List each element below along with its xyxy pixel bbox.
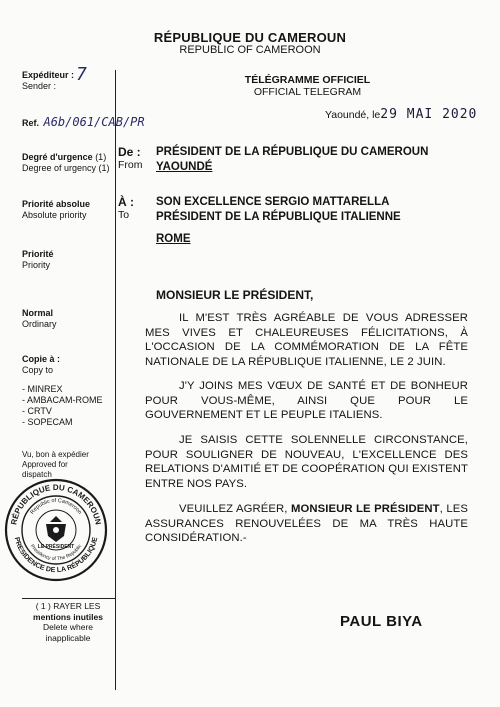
seal-inner-top: Republic of Cameroon [29, 497, 83, 516]
paragraph-3: JE SAISIS CETTE SOLENNELLE CIRCONSTANCE, POUR SOULIGNER DE NOUVEAU, L'EXCELLENCE DES RELATIONS D'AMITIÉ ET DE COOPÉRATION QUI EXISTENT ENTRE NOS PAYS. [145, 434, 468, 490]
copy-item: - SOPECAM [22, 417, 73, 427]
absolute-priority-block: Priorité absolue Absolute priority [22, 199, 91, 220]
priority-block: Priorité Priority [22, 249, 54, 270]
copy-item: - MINREX [22, 384, 63, 394]
from-city: YAOUNDÉ [156, 161, 213, 173]
seal-emblem-icon [46, 516, 66, 542]
copy-list [22, 384, 103, 428]
presidential-seal [4, 478, 108, 582]
paragraph-2: J'Y JOINS MES VŒUX DE SANTÉ ET DE BONHEUR POUR VOUS-MÊME, AINSI QUE POUR LE GOUVERNEMENT ET LE PEUPLE ITALIENS. [145, 380, 468, 421]
seal-inner-bottom: Presidency of The Republic [28, 543, 84, 563]
paragraph-1: IL M'EST TRÈS AGRÉABLE DE VOUS ADRESSER MES VIVES ET CHALEUREUSES FÉLICITATIONS, À L'OCCASION DE LA COMMÉMORATION DE LA FÊTE NATIONALE DE LA RÉPUBLIQUE ITALIENNE, LE 2 JUIN. [145, 312, 468, 368]
svg-text:Republic of Cameroon [30, 498, 83, 516]
to-line-2: PRÉSIDENT DE LA RÉPUBLIQUE ITALIENNE [156, 211, 401, 223]
paragraph-4: VEUILLEZ AGRÉER, MONSIEUR LE PRÉSIDENT, LES ASSURANCES RENOUVELÉES DE MA TRÈS HAUTE CONSIDÉRATION.- [145, 503, 468, 544]
approval-block: Vu, bon à expédier Approved for dispatch [22, 450, 89, 479]
from-label: De : From [118, 145, 143, 171]
footnote-divider [22, 598, 115, 599]
to-line-1: SON EXCELLENCE SERGIO MATTARELLA [156, 196, 390, 208]
salutation: MONSIEUR LE PRÉSIDENT, [156, 288, 314, 302]
sender-mark: 7 [76, 64, 87, 85]
country-name-fr: RÉPUBLIQUE DU CAMEROUN [153, 30, 347, 45]
copy-item: - AMBACAM-ROME [22, 395, 103, 405]
to-city: ROME [156, 233, 191, 245]
seal-outer-bottom: PRESIDENCE DE LA RÉPUBLIQUE [12, 536, 100, 575]
telegram-title: TÉLÉGRAMME OFFICIEL OFFICIAL TELEGRAM [244, 74, 371, 98]
from-value: PRÉSIDENT DE LA RÉPUBLIQUE DU CAMEROUN [156, 146, 429, 158]
seal-outer-top: RÉPUBLIQUE DU CAMEROUN [9, 482, 103, 526]
telegram-date: Yaoundé, le29 MAI 2020 [325, 107, 478, 122]
urgency-block: Degré d'urgence (1) Degree of urgency (1) [22, 152, 110, 173]
date-value: 29 MAI 2020 [380, 107, 478, 122]
column-divider [115, 70, 116, 690]
country-name-en: REPUBLIC OF CAMEROON [179, 44, 321, 56]
footnote: ( 1 ) RAYER LES mentions inutiles Delete where inapplicable [33, 601, 103, 643]
copy-item: - CRTV [22, 406, 52, 416]
copy-block: Copie à : Copy to [22, 354, 61, 375]
sender-label: Expéditeur : Sender : [22, 70, 75, 91]
seal-center-text: LE PRÉSIDENT [37, 544, 75, 550]
reference: Ref. A6b/061/CAB/PR [22, 115, 145, 129]
ordinary-block: Normal Ordinary [22, 308, 57, 329]
signature: PAUL BIYA [340, 613, 423, 630]
reference-number: A6b/061/CAB/PR [43, 115, 145, 129]
to-label: À : To [118, 195, 134, 221]
